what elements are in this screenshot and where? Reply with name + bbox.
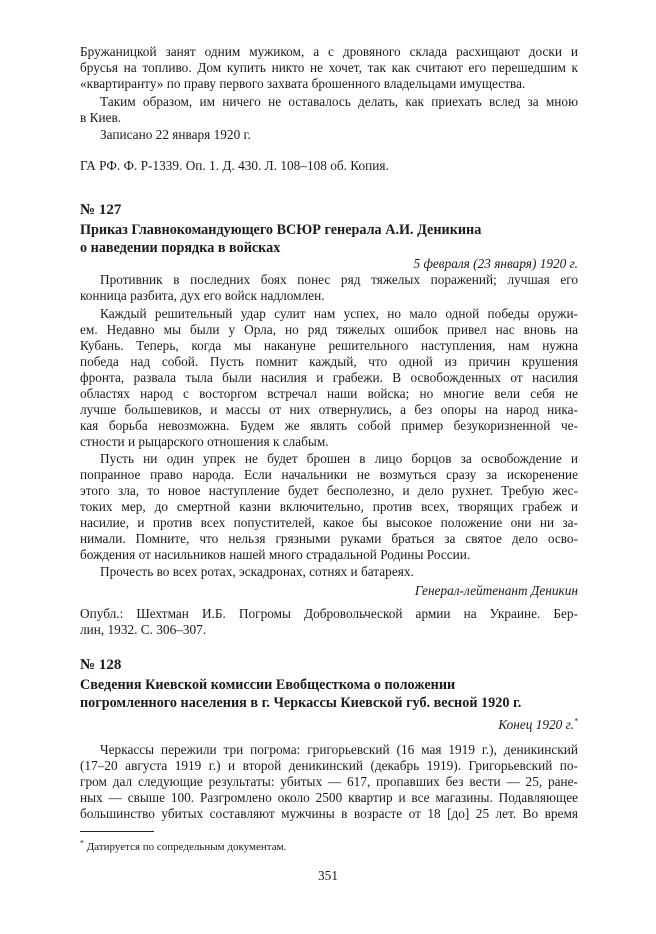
text-line: Каждый решительный удар сулит нам успех, но мало одной победы оружи- <box>100 306 578 321</box>
text-line: Пусть ни один упрек не будет брошен в лицо борцов за освобождение и <box>100 451 578 466</box>
doc127-signature: Генерал-лейтенант Деникин <box>414 583 578 598</box>
text-line: Прочесть во всех ротах, эскадронах, сотнях и батареях. <box>100 564 414 579</box>
footnote-marker: * <box>574 716 578 726</box>
text-line: этого зла, то новое наступление будет бесполезно, и дело рухнет. Требую жес- <box>80 483 578 498</box>
text-line: лучше большевиков, и массы от них отвернулись, а без опоры на народ ника- <box>80 402 578 417</box>
doc127-paragraph-1 <box>80 272 578 304</box>
text-line: областях народ с восторгом встречал наши войска; но многие вели себя не <box>80 386 578 401</box>
text-line: «квартиранту» по праву первого захвата брошенного владельцами имущества. <box>80 76 526 91</box>
footnote-mark: * <box>80 838 84 848</box>
text-line: стности и рыцарского отношения к слабым. <box>80 434 329 449</box>
text-line: нимали. Помните, что нельзя грязными руками браться за святое дело осво- <box>80 531 578 546</box>
text-line: кая борьба невозможна. Будем же являть собой пример безукоризненной че- <box>80 418 578 433</box>
text-line: ных — свыше 100. Разгромлено около 2500 квартир и все магазины. Подавляющее <box>80 790 578 805</box>
title-line: Сведения Киевской комиссии Евобщесткома о положении <box>80 677 456 693</box>
text-line: токих мер, до смертной казни включительно, против всех, творящих грабеж и <box>80 499 578 514</box>
text-line: Кубань. Теперь, когда мы накануне решительного наступления, нам нужна <box>80 338 578 353</box>
footnote <box>80 840 286 854</box>
doc127-paragraph-2 <box>80 306 578 450</box>
doc128-date: Конец 1920 г.* <box>498 716 578 732</box>
text-line: (17–20 августа 1919 г.) и второй деникинский (декабрь 1919). Григорьевский по- <box>80 758 578 773</box>
text-line: бождения от насильников нашей много страдальной Родины России. <box>80 547 471 562</box>
closing-paragraph <box>80 94 578 126</box>
text-line: Противник в последних боях понес ряд тяжелых поражений; лучшая его <box>100 272 578 287</box>
text-line: в Киев. <box>80 110 122 125</box>
doc127-paragraph-4 <box>80 564 578 580</box>
text-line: конница разбита, дух его войск надломлен. <box>80 288 325 303</box>
doc127-publication <box>80 606 578 638</box>
text-line: большинство убитых составляют мужчины в возрасте от 18 [до] 25 лет. Во время <box>80 806 578 821</box>
footnote-text: Датируется по сопредельным документам. <box>86 841 287 853</box>
doc127-paragraph-3 <box>80 451 578 563</box>
doc127-date: 5 февраля (23 января) 1920 г. <box>413 256 578 271</box>
doc128-title <box>80 676 578 712</box>
footnote-rule <box>80 831 154 832</box>
doc128-paragraph <box>80 742 578 822</box>
text-line: попранное право народа. Если начальники не возмуться сразу за искоренение <box>80 467 578 482</box>
doc127-title <box>80 221 578 257</box>
text-line: брусья на топливо. Дом купить никто не хочет, так как считают его перешедшим к <box>80 60 578 75</box>
title-line: о наведении порядка в войсках <box>80 240 281 256</box>
doc127-number: № 127 <box>80 202 122 218</box>
text-line: Опубл.: Шехтман И.Б. Погромы Добровольческой армии на Украине. Бер- <box>80 606 578 621</box>
doc128-number: № 128 <box>80 657 122 673</box>
text-line: гром дал следующие результаты: убитых — 617, пропавших без вести — 25, ране- <box>80 774 578 789</box>
top-paragraph <box>80 44 578 92</box>
title-line: погромленного населения в г. Черкассы Киевской губ. весной 1920 г. <box>80 695 522 711</box>
text-line: ем. Недавно мы были у Орла, но ряд тяжелых ошибок привел нас вновь на <box>80 322 578 337</box>
archive-reference: ГА РФ. Ф. Р-1339. Оп. 1. Д. 430. Л. 108–108 об. Копия. <box>80 158 389 173</box>
text-line: Черкассы пережили три погрома: григорьевский (16 мая 1919 г.), деникинский <box>100 742 578 757</box>
page-number: 351 <box>318 868 338 883</box>
text-line: фронта, развала тыла были насилия и грабежи. В освобожденных от насилия <box>80 370 578 385</box>
title-line: Приказ Главнокомандующего ВСЮР генерала А.И. Деникина <box>80 222 482 238</box>
text-line: Таким образом, им ничего не оставалось делать, как приехать вслед за мною <box>100 94 578 109</box>
recorded-line: Записано 22 января 1920 г. <box>100 127 251 142</box>
text-line: насилие, и против всех попустителей, какое бы высокое положение они ни за- <box>80 515 578 530</box>
text-line: Бружаницкой занят одним мужиком, а с дровяного склада расхищают доски и <box>80 44 578 59</box>
text-line: лин, 1932. С. 306–307. <box>80 622 207 637</box>
text-line: победа над собой. Пусть помнит каждый, что одной из причин крушения <box>80 354 578 369</box>
